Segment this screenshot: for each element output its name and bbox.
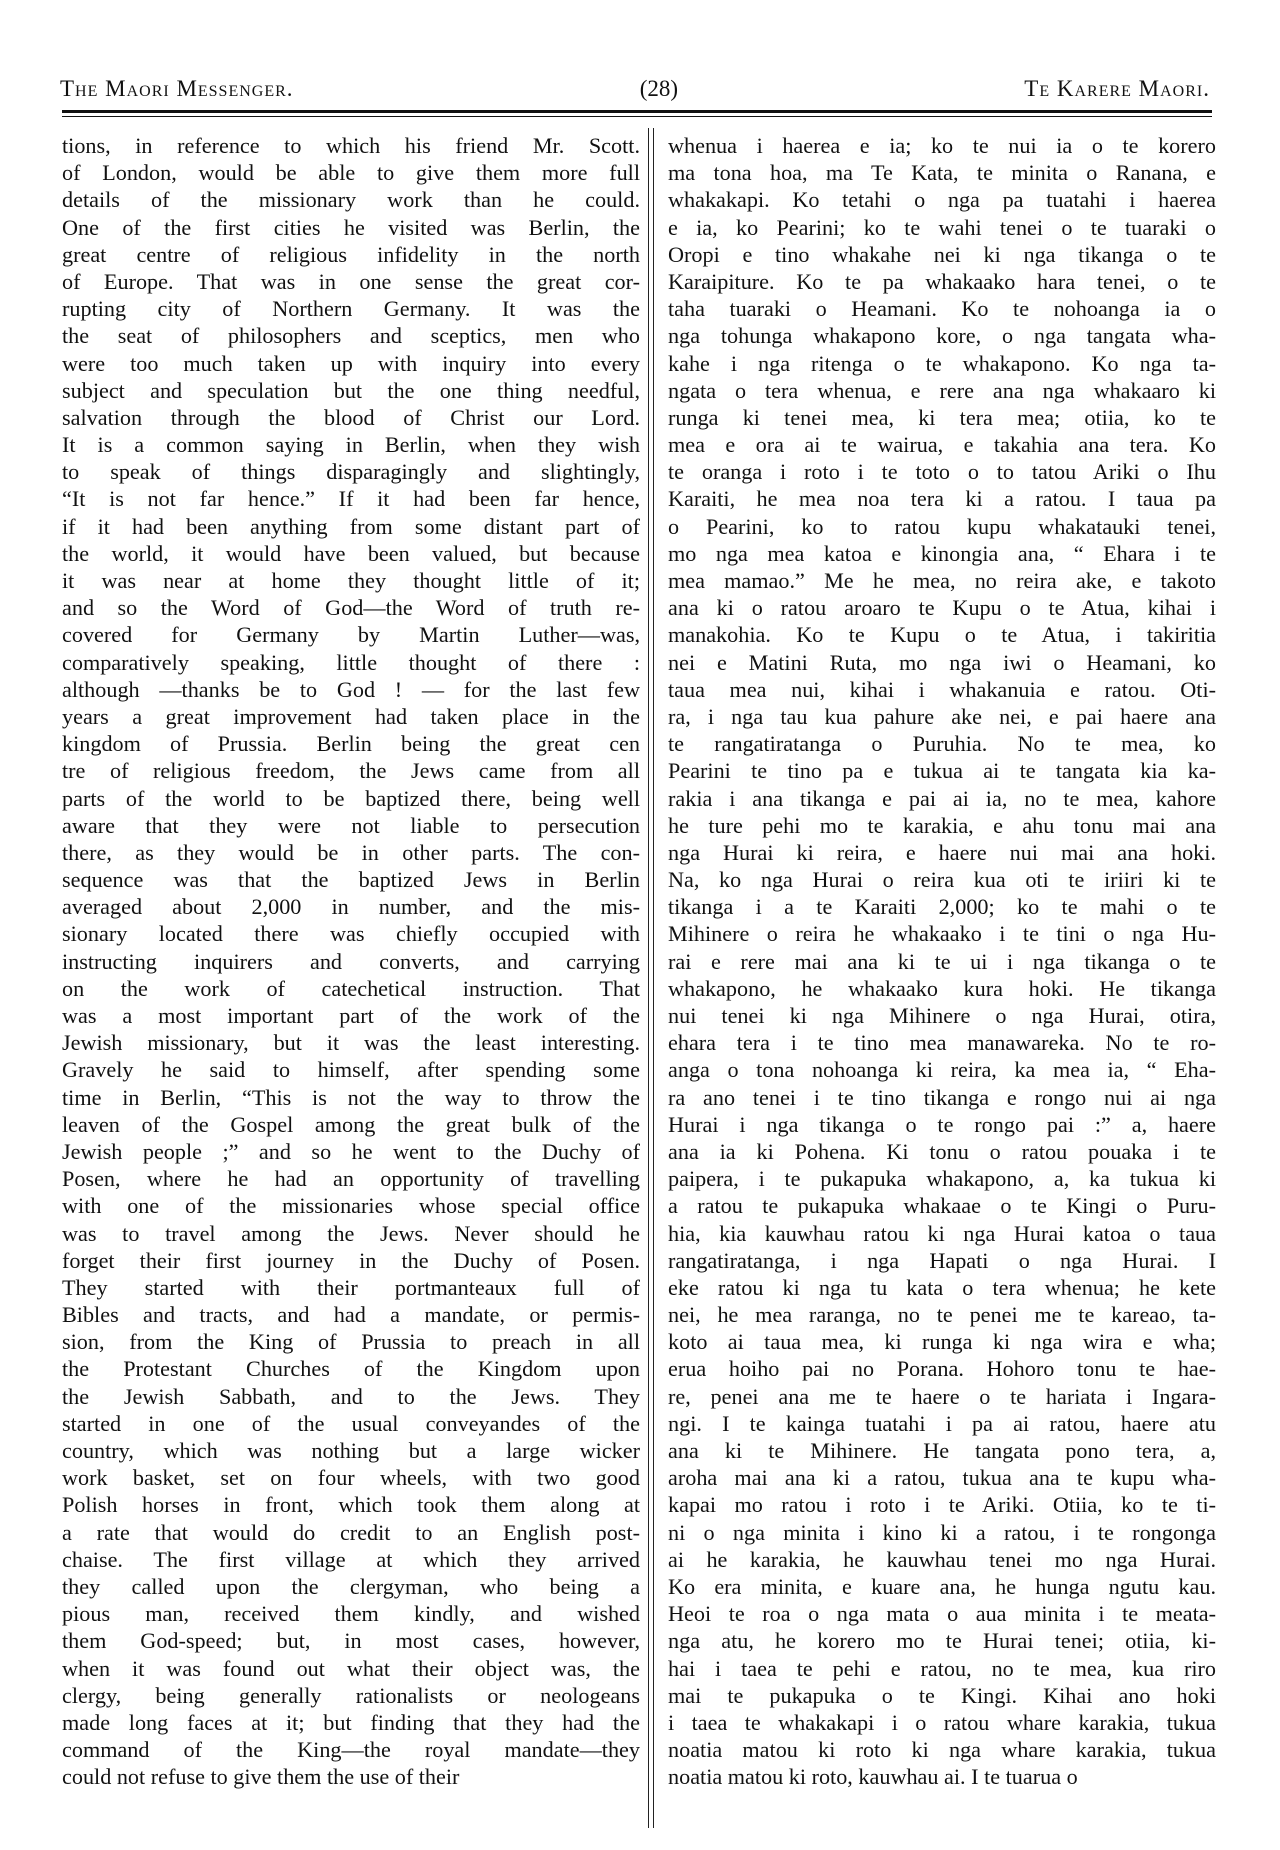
text-line: years a great improvement had taken place in the	[62, 703, 640, 729]
text-line: nga Hurai ki reira, e haere nui mai ana hoki.	[668, 839, 1216, 865]
text-line: ni o nga minita i kino ki a ratou, i te rongonga	[668, 1519, 1216, 1545]
header-rule-thin	[62, 116, 1212, 117]
text-line: rangatiratanga, i nga Hapati o nga Hurai. I	[668, 1247, 1216, 1273]
text-line: rupting city of Northern Germany. It was the	[62, 296, 640, 322]
text-line: there, as they would be in other parts. The con-	[62, 839, 640, 865]
text-line: ana ki o ratou aroaro te Kupu o te Atua, kihai i	[668, 595, 1216, 621]
text-line: sequence was that the baptized Jews in Berlin	[62, 867, 640, 893]
text-line: “It is not far hence.” If it had been far hence,	[62, 486, 640, 512]
text-line: was a most important part of the work of the	[62, 1003, 640, 1028]
text-line: details of the missionary work than he could.	[62, 187, 640, 213]
text-line: nga tohunga whakapono kore, o nga tangata wha-	[668, 323, 1216, 349]
text-line: Karaiti, he mea noa tera ki a ratou. I taua pa	[668, 486, 1216, 512]
column-divider	[653, 128, 654, 1828]
text-line: koto ai taua mea, ki runga ki nga wira e wha;	[668, 1329, 1216, 1355]
text-line: clergy, being generally rationalists or neologeans	[62, 1682, 640, 1708]
text-line: mea e ora ai te wairua, e takahia ana tera. Ko	[668, 432, 1216, 458]
text-line: Na, ko nga Hurai o reira kua oti te iriiri ki te	[668, 867, 1216, 893]
text-line: Mihinere o reira he whakaako i te tini o nga Hu-	[668, 921, 1216, 947]
text-line: a ratou te pukapuka whakaae o te Kingi o Puru-	[668, 1193, 1216, 1219]
text-line: rai e rere mai ana ki te ui i nga tikanga o te	[668, 948, 1216, 974]
text-line: aroha mai ana ki a ratou, tukua ana te kupu wha-	[668, 1465, 1216, 1491]
text-line: ngi. I te kainga tuatahi i pa ai ratou, haere atu	[668, 1410, 1216, 1436]
column-divider	[648, 128, 649, 1828]
text-line: of Europe. That was in one sense the great cor-	[62, 268, 640, 294]
text-line: salvation through the blood of Christ our Lord.	[62, 404, 640, 430]
text-line: ehara tera i te tino mea manawareka. No te ro-	[668, 1030, 1216, 1056]
text-line: the world, it would have been valued, but because	[62, 540, 640, 566]
text-line: mo nga mea katoa e kinongia ana, “ Ehara i te	[668, 540, 1216, 566]
text-line: if it had been anything from some distant part of	[62, 513, 640, 539]
text-line: chaise. The first village at which they arrived	[62, 1546, 640, 1572]
text-line: Jewish people ;” and so he went to the Duchy of	[62, 1138, 640, 1164]
text-line: nga atu, he korero mo te Hurai tenei; otiia, ki-	[668, 1628, 1216, 1654]
text-line: ra, i nga tau kua pahure ake nei, e pai haere ana	[668, 703, 1216, 729]
text-line: hai i taea te pehi e ratou, no te mea, kua riro	[668, 1655, 1216, 1681]
text-line: anga o tona nohoanga ki reira, ka mea ia, “ Eha-	[668, 1057, 1216, 1083]
text-line: tions, in reference to which his friend Mr. Scott.	[62, 133, 640, 158]
text-line: re, penei ana me te haere o te hariata i Ingara-	[668, 1383, 1216, 1409]
text-line: ngata o tera whenua, e rere ana nga whakaaro ki	[668, 377, 1216, 403]
english-column	[62, 132, 640, 1790]
text-line: i taea te whakakapi i o ratou whare karakia, tukua	[668, 1709, 1216, 1735]
text-line: country, which was nothing but a large wicker	[62, 1438, 640, 1463]
text-line: They started with their portmanteaux full of	[62, 1274, 640, 1300]
text-line: mai te pukapuka o te Kingi. Kihai ano hoki	[668, 1682, 1216, 1708]
text-line: ma tona hoa, ma Te Kata, te minita o Ranana, e	[668, 160, 1216, 186]
text-line: noatia matou ki roto ki nga whare karakia, tukua	[668, 1737, 1216, 1763]
text-line: nei e Matini Ruta, mo nga iwi o Heamani, ko	[668, 649, 1216, 675]
text-line: parts of the world to be baptized there, being well	[62, 785, 640, 811]
text-line: the seat of philosophers and sceptics, men who	[62, 323, 640, 349]
text-line: when it was found out what their object was, the	[62, 1655, 640, 1681]
text-line: kapai mo ratou i roto i te Ariki. Otiia, ko te ti-	[668, 1492, 1216, 1518]
text-line: with one of the missionaries whose special office	[62, 1193, 640, 1219]
text-line: One of the first cities he visited was Berlin, the	[62, 214, 640, 240]
text-line: o Pearini, ko to ratou kupu whakatauki tenei,	[668, 513, 1216, 539]
page-header	[60, 72, 1210, 106]
text-line: noatia matou ki roto, kauwhau ai. I te tuarua o	[668, 1764, 1078, 1790]
text-line: kingdom of Prussia. Berlin being the great cen	[62, 731, 640, 757]
text-line: te rangatiratanga o Puruhia. No te mea, ko	[668, 731, 1216, 757]
text-line: could not refuse to give them the use of their	[62, 1764, 460, 1790]
text-line: the Jewish Sabbath, and to the Jews. They	[62, 1383, 640, 1409]
text-line: it was near at home they thought little of it;	[62, 568, 640, 593]
text-line: It is a common saying in Berlin, when they wish	[62, 432, 640, 458]
text-line: them God-speed; but, in most cases, however,	[62, 1628, 640, 1654]
text-line: whakapono, he whakaako kura hoki. He tikanga	[668, 975, 1216, 1001]
text-line: Gravely he said to himself, after spending some	[62, 1057, 640, 1083]
text-line: sionary located there was chiefly occupied with	[62, 921, 640, 947]
text-line: Karaipiture. Ko te pa whakaako hara tenei, o te	[668, 268, 1216, 294]
text-line: work basket, set on four wheels, with two good	[62, 1465, 640, 1491]
text-line: the Protestant Churches of the Kingdom upon	[62, 1356, 640, 1382]
text-line: taua mea nui, kihai i whakanuia e ratou. Oti-	[668, 676, 1216, 702]
text-line: leaven of the Gospel among the great bulk of the	[62, 1111, 640, 1137]
text-line: were too much taken up with inquiry into every	[62, 350, 640, 376]
text-line: mea mamao.” Me he mea, no reira ake, e takoto	[668, 568, 1216, 593]
text-line: tre of religious freedom, the Jews came from all	[62, 758, 640, 784]
maori-column	[668, 132, 1216, 1790]
text-line: Polish horses in front, which took them along at	[62, 1492, 640, 1518]
text-line: sion, from the King of Prussia to preach in all	[62, 1329, 640, 1355]
text-line: ai he karakia, he kauwhau tenei mo nga Hurai.	[668, 1546, 1216, 1572]
text-line: tikanga i a te Karaiti 2,000; ko te mahi o te	[668, 894, 1216, 920]
text-line: of London, would be able to give them more full	[62, 160, 640, 186]
text-line: te oranga i roto i te toto o to tatou Ariki o Ihu	[668, 459, 1216, 485]
page-number: (28)	[639, 76, 679, 101]
text-line: hia, kia kauwhau ratou ki nga Hurai katoa o taua	[668, 1220, 1216, 1246]
text-line: taha tuaraki o Heamani. Ko te nohoanga ia o	[668, 296, 1216, 322]
text-line: made long faces at it; but finding that they had the	[62, 1709, 640, 1735]
text-line: whenua i haerea e ia; ko te nui ia o te korero	[668, 133, 1216, 158]
text-line: subject and speculation but the one thing needful,	[62, 377, 640, 403]
text-line: covered for Germany by Martin Luther—was,	[62, 622, 640, 648]
text-line: comparatively speaking, little thought of there :	[62, 649, 640, 675]
text-line: aware that they were not liable to persecution	[62, 812, 640, 838]
text-line: although —thanks be to God ! — for the last few	[62, 676, 640, 702]
text-line: paipera, i te pukapuka whakapono, a, ka tukua ki	[668, 1166, 1216, 1192]
text-line: manakohia. Ko te Kupu o te Atua, i takiritia	[668, 622, 1216, 648]
text-line: instructing inquirers and converts, and carrying	[62, 948, 640, 974]
text-line: nei, he mea raranga, no te penei me te kareao, ta-	[668, 1302, 1216, 1328]
text-line: rakia i ana tikanga e pai ai ia, no te mea, kahore	[668, 785, 1216, 811]
text-line: command of the King—the royal mandate—they	[62, 1737, 640, 1763]
text-line: started in one of the usual conveyandes of the	[62, 1410, 640, 1436]
text-line: e ia, ko Pearini; ko te wahi tenei o te tuaraki o	[668, 214, 1216, 240]
text-line: a rate that would do credit to an English post-	[62, 1519, 640, 1545]
text-line: was to travel among the Jews. Never should he	[62, 1220, 640, 1246]
text-line: erua hoiho pai no Porana. Hohoro tonu te hae-	[668, 1356, 1216, 1382]
text-line: nui tenei ki nga Mihinere o nga Hurai, otira,	[668, 1003, 1216, 1028]
text-line: ana ki te Mihinere. He tangata pono tera, a,	[668, 1438, 1216, 1463]
text-line: Ko era minita, e kuare ana, he hunga ngutu kau.	[668, 1573, 1216, 1599]
text-line: and so the Word of God—the Word of truth re-	[62, 595, 640, 621]
text-line: Hurai i nga tikanga o te rongo pai :” a, haere	[668, 1111, 1216, 1137]
text-line: on the work of catechetical instruction. That	[62, 975, 640, 1001]
text-line: Jewish missionary, but it was the least interesting.	[62, 1030, 640, 1056]
header-title-maori: Te Karere Maori.	[1024, 76, 1210, 101]
text-line: they called upon the clergyman, who being a	[62, 1573, 640, 1599]
text-line: to speak of things disparagingly and slightingly,	[62, 459, 640, 485]
text-line: forget their first journey in the Duchy of Posen.	[62, 1247, 640, 1273]
text-line: runga ki tenei mea, ki tera mea; otiia, ko te	[668, 404, 1216, 430]
text-line: whakakapi. Ko tetahi o nga pa tuatahi i haerea	[668, 187, 1216, 213]
text-line: pious man, received them kindly, and wished	[62, 1601, 640, 1627]
text-line: Heoi te roa o nga mata o aua minita i te meata-	[668, 1601, 1216, 1627]
text-line: ra ano tenei i te tino tikanga e rongo nui ai nga	[668, 1084, 1216, 1110]
text-line: Bibles and tracts, and had a mandate, or permis-	[62, 1302, 640, 1328]
header-title-english: The Maori Messenger.	[60, 76, 294, 101]
text-line: he ture pehi mo te karakia, e ahu tonu mai ana	[668, 812, 1216, 838]
text-line: ana ia ki Pohena. Ki tonu o ratou pouaka i te	[668, 1138, 1216, 1164]
text-line: Posen, where he had an opportunity of travelling	[62, 1166, 640, 1192]
text-line: averaged about 2,000 in number, and the mis-	[62, 894, 640, 920]
header-rule-thick	[62, 110, 1212, 113]
text-line: kahe i nga ritenga o te whakapono. Ko nga ta-	[668, 350, 1216, 376]
text-line: eke ratou ki nga tu kata o tera whenua; he kete	[668, 1274, 1216, 1300]
text-line: Oropi e tino whakahe nei ki nga tikanga o te	[668, 241, 1216, 267]
text-line: Pearini te tino pa e tukua ai te tangata kia ka-	[668, 758, 1216, 784]
text-line: great centre of religious infidelity in the north	[62, 241, 640, 267]
text-line: time in Berlin, “This is not the way to throw the	[62, 1084, 640, 1110]
